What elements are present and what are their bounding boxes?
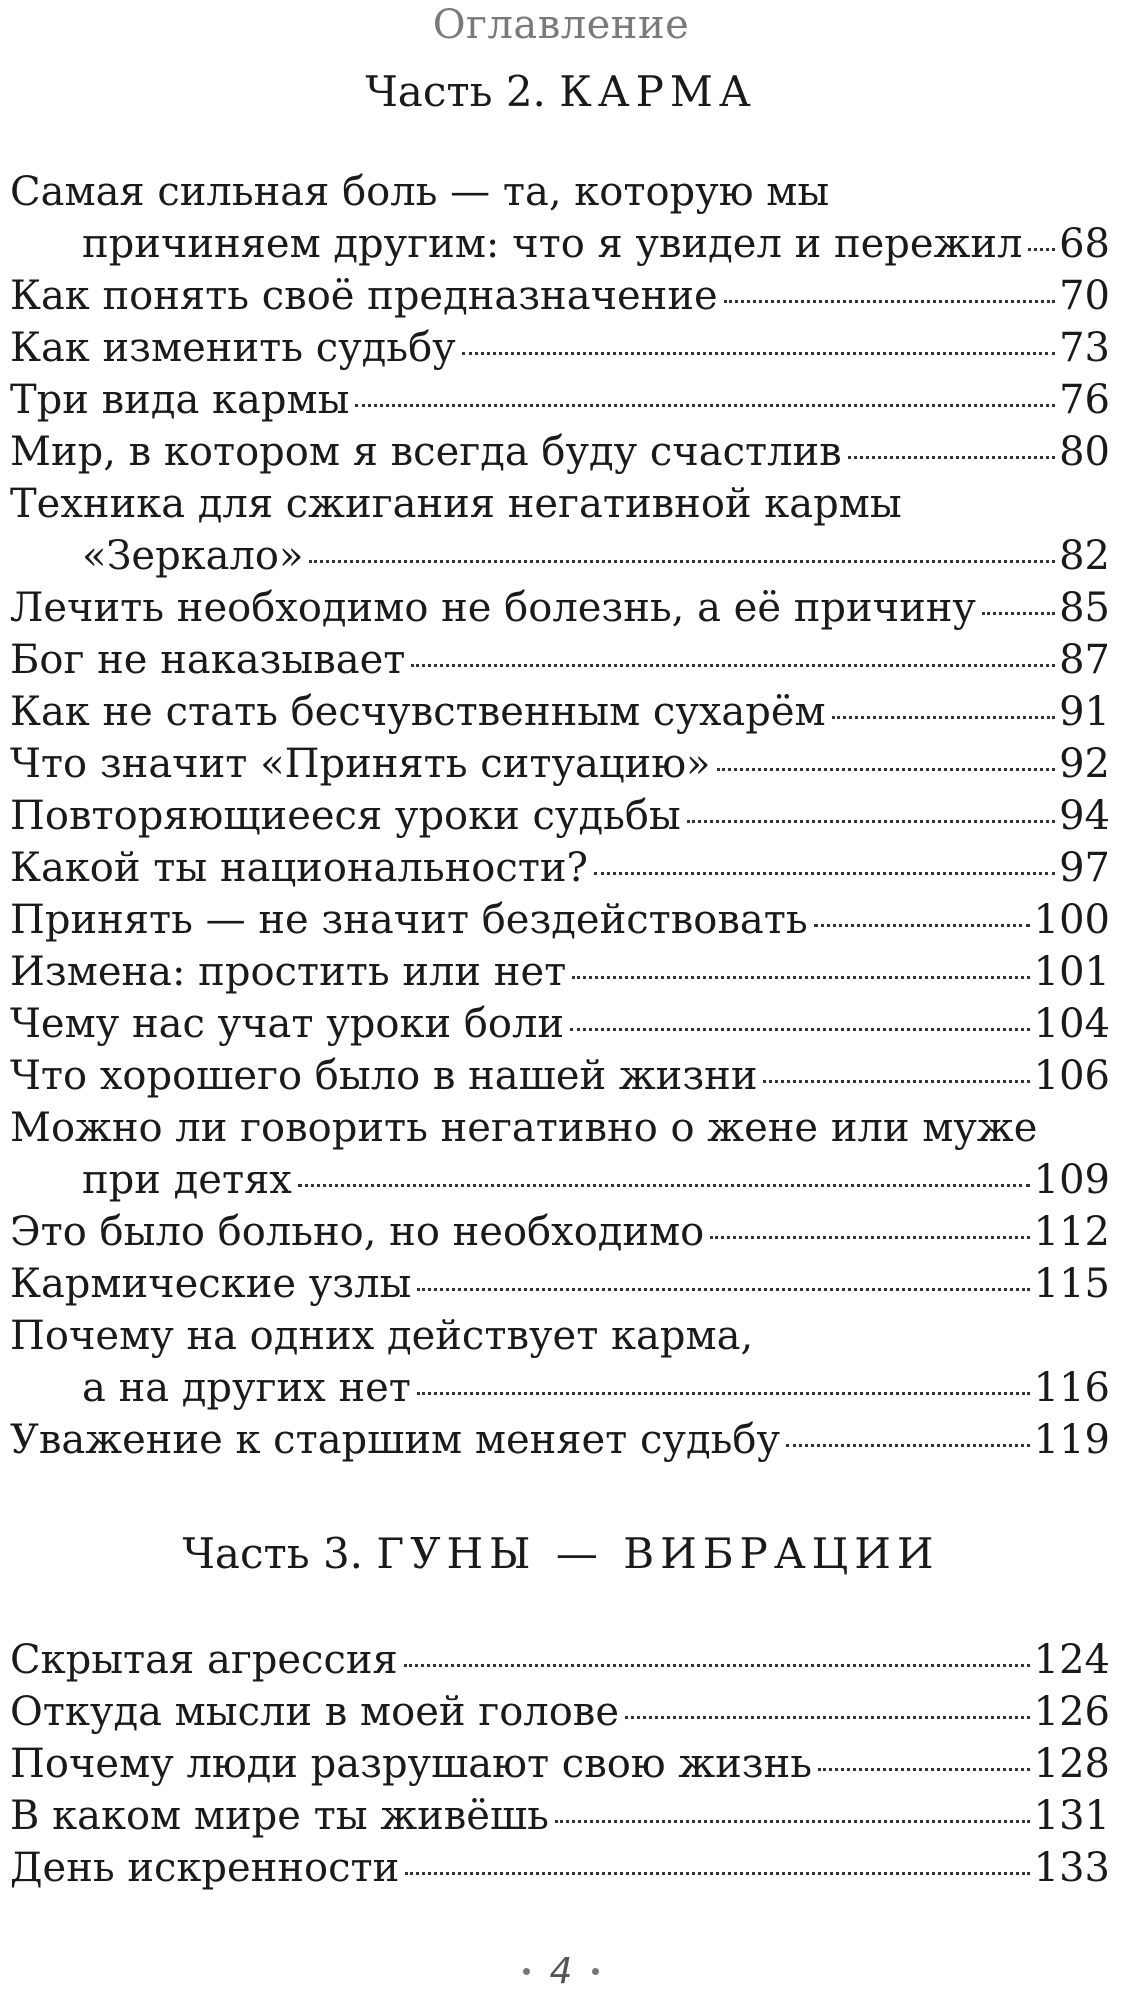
toc-entry-line xyxy=(10,1102,1110,1154)
running-head: Оглавление xyxy=(432,2,690,48)
part-2-title xyxy=(0,66,1122,118)
toc-entry-last-line xyxy=(10,946,1110,998)
toc-entry-last-line xyxy=(10,1634,1110,1686)
toc-page-number: 85 xyxy=(1059,585,1110,631)
toc-entry-title: Как понять своё предназначение xyxy=(10,273,718,319)
toc-entry xyxy=(10,166,1110,270)
dot-leader xyxy=(786,1444,1030,1447)
dot-leader xyxy=(298,1184,1030,1187)
toc-entry-last-line xyxy=(10,270,1110,322)
toc-entry xyxy=(10,1634,1110,1686)
toc-entry xyxy=(10,1102,1110,1206)
toc-entry-title: Бог не наказывает xyxy=(10,637,406,683)
toc-entry-last-line xyxy=(10,582,1110,634)
toc-entry-title: Три вида кармы xyxy=(10,377,350,423)
toc-entry-last-line xyxy=(10,322,1110,374)
folio-dot-left xyxy=(523,1968,530,1975)
toc-page-number: 91 xyxy=(1059,689,1110,735)
dot-leader xyxy=(832,716,1055,719)
dot-leader xyxy=(1028,248,1055,251)
toc-entry xyxy=(10,1206,1110,1258)
toc-entry xyxy=(10,790,1110,842)
toc-entry-title: В каком мире ты живёшь xyxy=(10,1793,549,1839)
toc-entry-title: «Зеркало» xyxy=(82,533,304,579)
toc-entry-last-line xyxy=(10,530,1110,582)
toc-entry-last-line xyxy=(10,1414,1110,1466)
toc-entry-line xyxy=(10,1310,1110,1362)
toc-entry-title: причиняем другим: что я увидел и пережил xyxy=(82,221,1023,267)
toc-entry xyxy=(10,1050,1110,1102)
toc-entry-title: Что хорошего было в нашей жизни xyxy=(10,1053,758,1099)
toc-entry-title: Почему люди разрушают свою жизнь xyxy=(10,1741,813,1787)
dot-leader xyxy=(818,1768,1030,1771)
toc-entry-last-line xyxy=(10,1686,1110,1738)
toc-page-number: 100 xyxy=(1033,897,1110,943)
part-3-title xyxy=(0,1528,1122,1580)
toc-entry xyxy=(10,1414,1110,1466)
toc-page-number: 76 xyxy=(1059,377,1110,423)
toc-entry-title: Измена: простить или нет xyxy=(10,949,567,995)
dot-leader xyxy=(814,924,1030,927)
toc-page-number: 128 xyxy=(1033,1741,1110,1787)
dot-leader xyxy=(462,352,1055,355)
toc-entry-last-line xyxy=(10,842,1110,894)
dot-leader xyxy=(417,1392,1030,1395)
toc-entry xyxy=(10,1310,1110,1414)
toc-entry-title: а на других нет xyxy=(82,1365,411,1411)
toc-entry xyxy=(10,478,1110,582)
toc-entry xyxy=(10,270,1110,322)
toc-entry xyxy=(10,946,1110,998)
dot-leader xyxy=(625,1716,1030,1719)
part-3-number: Часть 3. xyxy=(182,1529,364,1578)
toc-page-number: 131 xyxy=(1033,1793,1110,1839)
toc-entry-line xyxy=(10,478,1110,530)
toc-entry-title: Мир, в котором я всегда буду счастлив xyxy=(10,429,842,475)
dot-leader xyxy=(594,872,1055,875)
toc-entry-title: Это было больно, но необходимо xyxy=(10,1209,705,1255)
toc-entry-last-line xyxy=(10,1258,1110,1310)
part-3-name: ГУНЫ — ВИБРАЦИИ xyxy=(376,1529,940,1578)
toc-entry-title: Лечить необходимо не болезнь, а её причину xyxy=(10,585,976,631)
toc-entry xyxy=(10,998,1110,1050)
toc-page-number: 126 xyxy=(1033,1689,1110,1735)
page-number: 4 xyxy=(549,1950,573,1992)
dot-leader xyxy=(555,1820,1030,1823)
toc-page-number: 104 xyxy=(1033,1001,1110,1047)
page-number-footer xyxy=(0,1946,1122,1996)
dot-leader xyxy=(404,1664,1030,1667)
toc-entry-title: Уважение к старшим меняет судьбу xyxy=(10,1417,780,1463)
toc-entry xyxy=(10,1738,1110,1790)
toc-entry-last-line xyxy=(10,1790,1110,1842)
dot-leader xyxy=(355,404,1055,407)
toc-entry xyxy=(10,426,1110,478)
folio-dot-right xyxy=(592,1968,599,1975)
toc-page-number: 94 xyxy=(1059,793,1110,839)
dot-leader xyxy=(572,976,1029,979)
toc-page-number: 116 xyxy=(1033,1365,1110,1411)
toc-page-number: 109 xyxy=(1033,1157,1110,1203)
toc-page-number: 101 xyxy=(1033,949,1110,995)
toc-entry-title: Самая сильная боль — та, которую мы xyxy=(10,169,830,215)
toc-entry-title: Откуда мысли в моей голове xyxy=(10,1689,619,1735)
toc-page-number: 92 xyxy=(1059,741,1110,787)
toc-page-number: 106 xyxy=(1033,1053,1110,1099)
toc-entry xyxy=(10,738,1110,790)
toc-entry xyxy=(10,634,1110,686)
toc-entry-line xyxy=(10,166,1110,218)
toc-entry-last-line xyxy=(10,998,1110,1050)
toc-entry-last-line xyxy=(10,374,1110,426)
toc-entry-title: Можно ли говорить негативно о жене или муже xyxy=(10,1105,1038,1151)
dot-leader xyxy=(763,1080,1029,1083)
toc-page-number: 80 xyxy=(1059,429,1110,475)
toc-entry xyxy=(10,1686,1110,1738)
toc-entry xyxy=(10,1790,1110,1842)
toc-entry-last-line xyxy=(10,218,1110,270)
toc-page-number: 115 xyxy=(1033,1261,1110,1307)
toc-entry-title: Что значит «Принять ситуацию» xyxy=(10,741,711,787)
dot-leader xyxy=(982,612,1055,615)
toc-entry-last-line xyxy=(10,790,1110,842)
toc-page-number: 119 xyxy=(1033,1417,1110,1463)
toc-page-number: 97 xyxy=(1059,845,1110,891)
toc-entry-title: День искренности xyxy=(10,1845,400,1891)
dot-leader xyxy=(417,1288,1029,1291)
dot-leader xyxy=(411,664,1055,667)
toc-entry xyxy=(10,1842,1110,1894)
toc-entry-title: Чему нас учат уроки боли xyxy=(10,1001,565,1047)
toc-entry-title: Принять — не значит бездействовать xyxy=(10,897,808,943)
toc-entry-title: Кармические узлы xyxy=(10,1261,412,1307)
toc-entry-last-line xyxy=(10,1206,1110,1258)
toc-entry-title: Повторяющиееся уроки судьбы xyxy=(10,793,681,839)
dot-leader xyxy=(710,1236,1029,1239)
dot-leader xyxy=(309,560,1055,563)
toc-entry xyxy=(10,686,1110,738)
toc-entry-title: Как изменить судьбу xyxy=(10,325,456,371)
toc-entry-title: Техника для сжигания негативной кармы xyxy=(10,481,902,527)
dot-leader xyxy=(687,820,1055,823)
toc-page-number: 68 xyxy=(1059,221,1110,267)
toc-entry xyxy=(10,374,1110,426)
toc-entry-last-line xyxy=(10,1154,1110,1206)
dot-leader xyxy=(724,300,1055,303)
toc-entry xyxy=(10,1258,1110,1310)
toc-entry-title: при детях xyxy=(82,1157,292,1203)
toc-entry xyxy=(10,842,1110,894)
dot-leader xyxy=(570,1028,1030,1031)
toc-entry-last-line xyxy=(10,738,1110,790)
dot-leader xyxy=(405,1872,1029,1875)
toc-entry-title: Почему на одних действует карма, xyxy=(10,1313,754,1359)
toc-page-number: 87 xyxy=(1059,637,1110,683)
toc-entry xyxy=(10,582,1110,634)
dot-leader xyxy=(717,768,1056,771)
toc-entry-title: Какой ты национальности? xyxy=(10,845,588,891)
toc-page-number: 70 xyxy=(1059,273,1110,319)
toc-page-number: 133 xyxy=(1033,1845,1110,1891)
toc-entry xyxy=(10,894,1110,946)
toc-entry-last-line xyxy=(10,686,1110,738)
dot-leader xyxy=(848,456,1055,459)
toc-page-number: 124 xyxy=(1033,1637,1110,1683)
toc-entry xyxy=(10,322,1110,374)
toc-page-number: 112 xyxy=(1033,1209,1110,1255)
toc-page-number: 73 xyxy=(1059,325,1110,371)
toc-entry-last-line xyxy=(10,1050,1110,1102)
toc-entry-last-line xyxy=(10,426,1110,478)
part-2-number: Часть 2. xyxy=(365,67,546,116)
toc-entry-title: Скрытая агрессия xyxy=(10,1637,398,1683)
toc-entry-title: Как не стать бесчувственным сухарём xyxy=(10,689,826,735)
toc-entry-last-line xyxy=(10,1362,1110,1414)
part-2-name: КАРМА xyxy=(559,67,757,116)
toc-entry-last-line xyxy=(10,1738,1110,1790)
toc-page-number: 82 xyxy=(1059,533,1110,579)
toc-entry-last-line xyxy=(10,894,1110,946)
toc-entry-last-line xyxy=(10,634,1110,686)
toc-entry-last-line xyxy=(10,1842,1110,1894)
